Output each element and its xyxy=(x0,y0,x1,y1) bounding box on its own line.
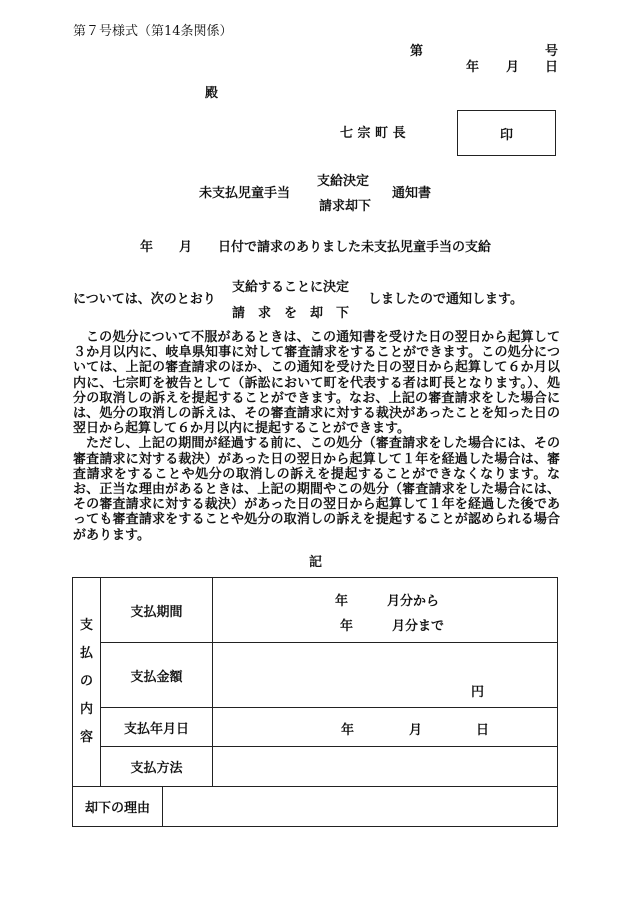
period-value-cell xyxy=(213,578,558,643)
seal-box xyxy=(457,110,556,156)
doc-number-prefix: 第 xyxy=(410,44,424,59)
payment-content-label xyxy=(73,578,101,787)
date-month: 月 xyxy=(506,60,520,75)
title-right: 通知書 xyxy=(392,186,432,201)
seal-label: 印 xyxy=(499,128,513,143)
amount-label: 支払金額 xyxy=(101,643,213,708)
addressee-suffix: 殿 xyxy=(205,86,219,101)
sentence-line1: 年 月 日付で請求のありました未支払児童手当の支給 xyxy=(140,240,492,255)
group-char-2: 払 xyxy=(79,646,93,661)
amount-value-cell xyxy=(213,643,558,708)
group-char-4: 内 xyxy=(79,702,93,717)
title-option-bottom: 請求却下 xyxy=(319,199,372,214)
record-heading: 記 xyxy=(309,555,323,570)
sentence-prefix: については、次のとおり xyxy=(73,292,216,307)
payment-date-label: 支払年月日 xyxy=(101,708,213,747)
payment-date-year: 年 xyxy=(341,723,355,738)
notice-paragraph-1: この処分について不服があるときは、この通知書を受けた日の翌日から起算して３か月以内に、岐阜県知事に対して審査請求をすることができます。この処分については、上記の審査請求のほか、この通知を受けた日の翌日から起算して６か月以内に、七宗町を被告として（訴訟において町を代表する者は町長となります。）、処分の取消しの訴えを提起することができます。なお、上記の審査請求をした場合には、処分の取消しの訴えは、その審査請求に対する裁決があったことを知った日の翌日から起算して６か月以内に提起することができます。 xyxy=(73,330,560,437)
sentence-option-top: 支給することに決定 xyxy=(232,280,350,295)
date-year: 年 xyxy=(466,60,480,75)
sentence-option-bottom: 請 求 を 却 下 xyxy=(232,306,350,321)
sentence-suffix: しましたので通知します。 xyxy=(368,292,523,307)
payment-date-value-cell xyxy=(213,708,558,747)
group-char-5: 容 xyxy=(79,730,93,745)
notice-text xyxy=(73,330,560,543)
group-char-3: の xyxy=(79,674,93,689)
rejection-reason-label: 却下の理由 xyxy=(73,787,163,827)
payment-method-label: 支払方法 xyxy=(101,747,213,787)
amount-unit: 円 xyxy=(471,685,485,700)
form-number: 第７号様式（第14条関係） xyxy=(73,24,233,39)
title-option-top: 支給決定 xyxy=(317,174,370,189)
rejection-reason-value-cell xyxy=(163,787,558,827)
payment-date-day: 日 xyxy=(476,723,490,738)
period-to: 年 月分まで xyxy=(340,619,445,634)
title-left: 未支払児童手当 xyxy=(199,186,291,201)
payment-method-value-cell xyxy=(213,747,558,787)
issuer-name: 七 宗 町 長 xyxy=(340,126,406,141)
group-char-1: 支 xyxy=(79,618,93,633)
period-label: 支払期間 xyxy=(101,578,213,643)
payment-details-table xyxy=(72,577,558,827)
doc-number-suffix: 号 xyxy=(545,44,559,59)
payment-date-month: 月 xyxy=(409,723,423,738)
notice-paragraph-2: ただし、上記の期間が経過する前に、この処分（審査請求をした場合には、その審査請求に対する裁決）があった日の翌日から起算して１年を経過した場合は、審査請求をすることや処分の取消しの訴えを提起することができなくなります。なお、正当な理由があるときは、上記の期間やこの処分（審査請求をした場合には、その審査請求に対する裁決）があった日の翌日から起算して１年を経過した後であっても審査請求をすることや処分の取消しの訴えを提起することが認められる場合があります。 xyxy=(73,436,560,543)
date-day: 日 xyxy=(545,60,559,75)
period-from: 年 月分から xyxy=(335,594,440,609)
